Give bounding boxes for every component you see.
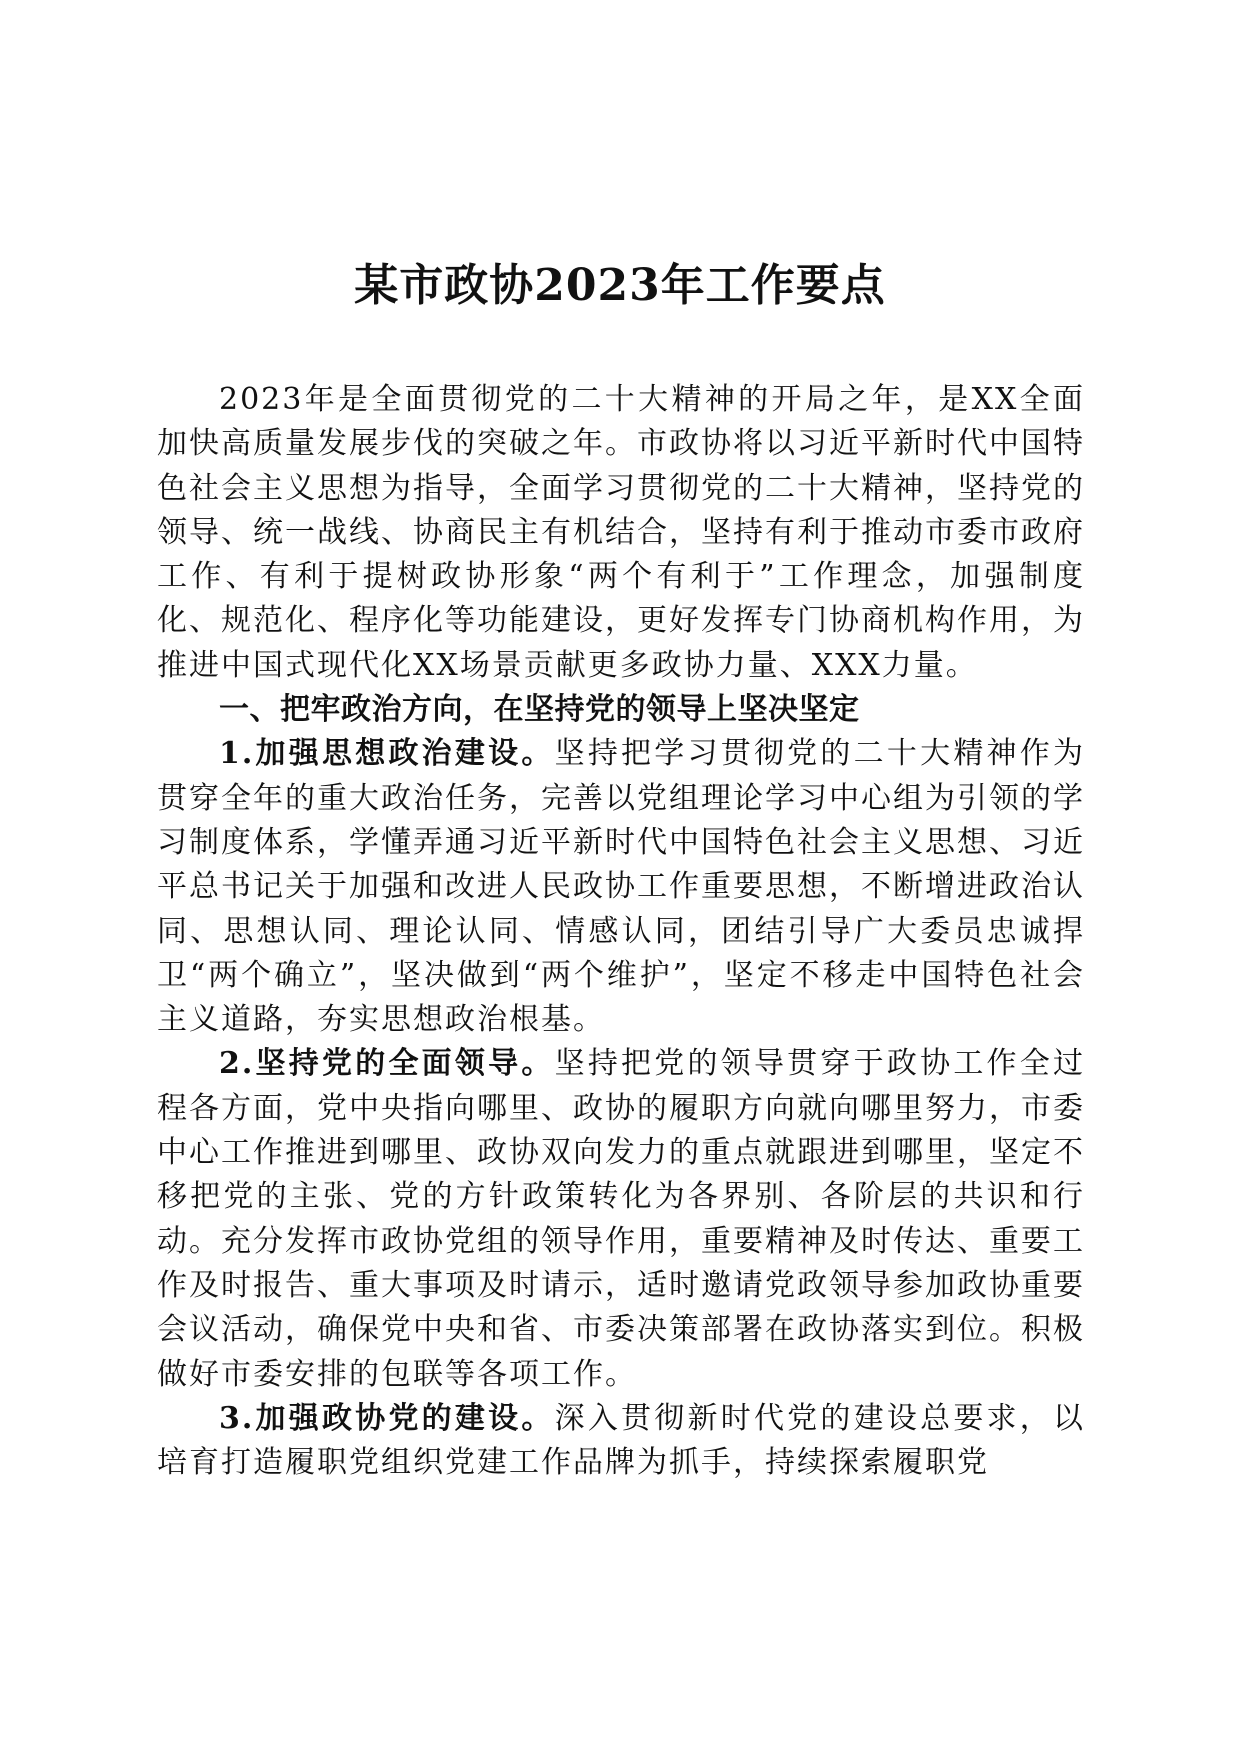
section-heading: 一、把牢政治方向，在坚持党的领导上坚决坚定 [219,692,860,728]
item-text: 坚持把党的领导贯穿于政协工作全过程各方面，党中央指向哪里、政协的履职方向就向哪里努力，市委中心工作推进到哪里、政协双向发力的重点就跟进到哪里，坚定不移把党的主张、党的方针政策转化为各界别、各阶层的共识和行动。充分发挥市政协党组的领导作用，重要精神及时传达、重要工作及时报告、重大事项及时请示，适时邀请党政领导参加政协重要会议活动，确保党中央和省、市委决策部署在政协落实到位。积极做好市委安排的包联等各项工作。 [157,1046,1085,1392]
item-paragraph-3 [157,1397,1085,1486]
document-body [157,378,1085,1485]
intro-paragraph: 2023年是全面贯彻党的二十大精神的开局之年，是XX全面加快高质量发展步伐的突破之年。市政协将以习近平新时代中国特色社会主义思想为指导，全面学习贯彻党的二十大精神，坚持党的领导、统一战线、协商民主有机结合，坚持有利于推动市委市政府工作、有利于提树政协形象“两个有利于”工作理念，加强制度化、规范化、程序化等功能建设，更好发挥专门协商机构作用，为推进中国式现代化XX场景贡献更多政协力量、XXX力量。 [157,382,1085,683]
document-title: 某市政协2023年工作要点 [354,260,886,311]
item-lead: 1.加强思想政治建设。 [219,736,555,772]
item-paragraph-2 [157,1042,1085,1396]
item-text: 深入贯彻新时代党的建设总要求，以培育打造履职党组织党建工作品牌为抓手，持续探索履职党 [157,1400,1085,1481]
item-lead: 3.加强政协党的建设。 [219,1400,555,1436]
item-lead: 2.坚持党的全面领导。 [219,1046,555,1082]
item-paragraph-1 [157,732,1085,1042]
item-text: 坚持把学习贯彻党的二十大精神作为贯穿全年的重大政治任务，完善以党组理论学习中心组为引领的学习制度体系，学懂弄通习近平新时代中国特色社会主义思想、习近平总书记关于加强和改进人民政协工作重要思想，不断增进政治认同、思想认同、理论认同、情感认同，团结引导广大委员忠诚捍卫“两个确立”，坚决做到“两个维护”，坚定不移走中国特色社会主义道路，夯实思想政治根基。 [157,736,1085,1038]
